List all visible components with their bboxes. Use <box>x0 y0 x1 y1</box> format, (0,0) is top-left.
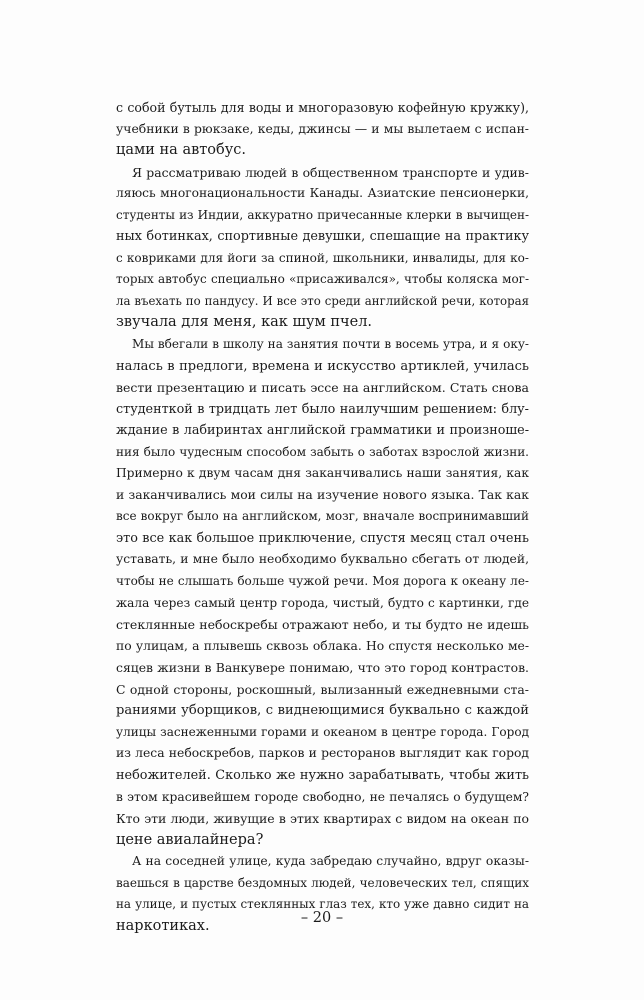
body-text <box>116 97 529 937</box>
text-line: с собой бутыль для воды и многоразовую кофейную кружку), <box>116 100 529 115</box>
text-line: налась в предлоги, времена и искусство артиклей, училась <box>116 358 529 374</box>
text-line: цене авиалайнера? <box>116 831 264 848</box>
text-line: и заканчивались мои силы на изучение нового языка. Так как <box>116 487 529 502</box>
text-line: по улицам, а плывешь сквозь облака. Но спустя несколько ме- <box>116 638 529 653</box>
text-line: ных ботинках, спортивные девушки, спешащие на практику <box>116 229 529 245</box>
paragraph-first-line: А на соседней улице, куда забредаю случайно, вдруг оказы- <box>132 854 529 869</box>
text-line: ла въехать по пандусу. И все это среди английской речи, которая <box>116 293 529 308</box>
text-line: учебники в рюкзаке, кеды, джинсы — и мы вылетаем с испан- <box>116 121 529 136</box>
text-line: студенткой в тридцать лет было наилучшим решением: блу- <box>116 401 529 417</box>
text-line: наркотиках. <box>116 917 210 934</box>
text-line: Кто эти люди, живущие в этих квартирах с видом на океан по <box>116 811 529 827</box>
text-line: сяцев жизни в Ванкувере понимаю, что это город контрастов. <box>116 660 529 676</box>
page-number: – 20 – <box>300 910 344 926</box>
text-line: вести презентацию и писать эссе на английском. Стать снова <box>116 380 529 396</box>
text-line: все вокруг было на английском, мозг, вначале воспринимавший <box>116 509 529 524</box>
text-line: на улице, и пустых стеклянных глаз тех, кто уже давно сидит на <box>116 897 529 912</box>
text-line: ния было чудесным способом забыть о заботах взрослой жизни. <box>116 444 529 459</box>
text-line: ляюсь многонациональности Канады. Азиатские пенсионерки, <box>116 186 529 201</box>
text-line: с ковриками для йоги за спиной, школьники, инвалиды, для ко- <box>116 250 529 265</box>
paragraph-first-line: Мы вбегали в школу на занятия почти в восемь утра, и я оку- <box>132 337 529 352</box>
text-line: цами на автобус. <box>116 142 246 159</box>
text-line: из леса небоскребов, парков и ресторанов выглядит как город <box>116 746 529 761</box>
text-line: ждание в лабиринтах английской грамматики и произноше- <box>116 423 529 439</box>
text-line: звучала для меня, как шум пчел. <box>116 314 373 331</box>
text-line: небожителей. Сколько же нужно зарабатывать, чтобы жить <box>116 767 529 783</box>
text-line: стеклянные небоскребы отражают небо, и ты будто не идешь <box>116 617 529 633</box>
paragraph-first-line: Я рассматриваю людей в общественном транспорте и удив- <box>132 164 529 180</box>
text-line: улицы заснеженными горами и океаном в центре города. Город <box>116 724 529 739</box>
text-line: жала через самый центр города, чистый, будто с картинки, где <box>116 595 529 610</box>
text-line: С одной стороны, роскошный, вылизанный ежедневными ста- <box>116 681 529 697</box>
text-line: торых автобус специально «присаживался», чтобы коляска мог- <box>116 272 529 287</box>
text-line: уставать, и мне было необходимо буквально сбегать от людей, <box>116 552 529 567</box>
text-line: студенты из Индии, аккуратно причесанные клерки в вычищен- <box>116 207 529 222</box>
text-line: чтобы не слышать больше чужой речи. Моя дорога к океану ле- <box>116 574 529 589</box>
text-line: ваешься в царстве бездомных людей, человеческих тел, спящих <box>116 875 529 890</box>
text-line: в этом красивейшем городе свободно, не печалясь о будущем? <box>116 789 529 804</box>
text-line: Примерно к двум часам дня заканчивались наши занятия, как <box>116 466 529 481</box>
text-line: раниями уборщиков, с виднеющимися буквально с каждой <box>116 703 529 719</box>
text-line: это все как большое приключение, спустя месяц стал очень <box>116 530 529 546</box>
